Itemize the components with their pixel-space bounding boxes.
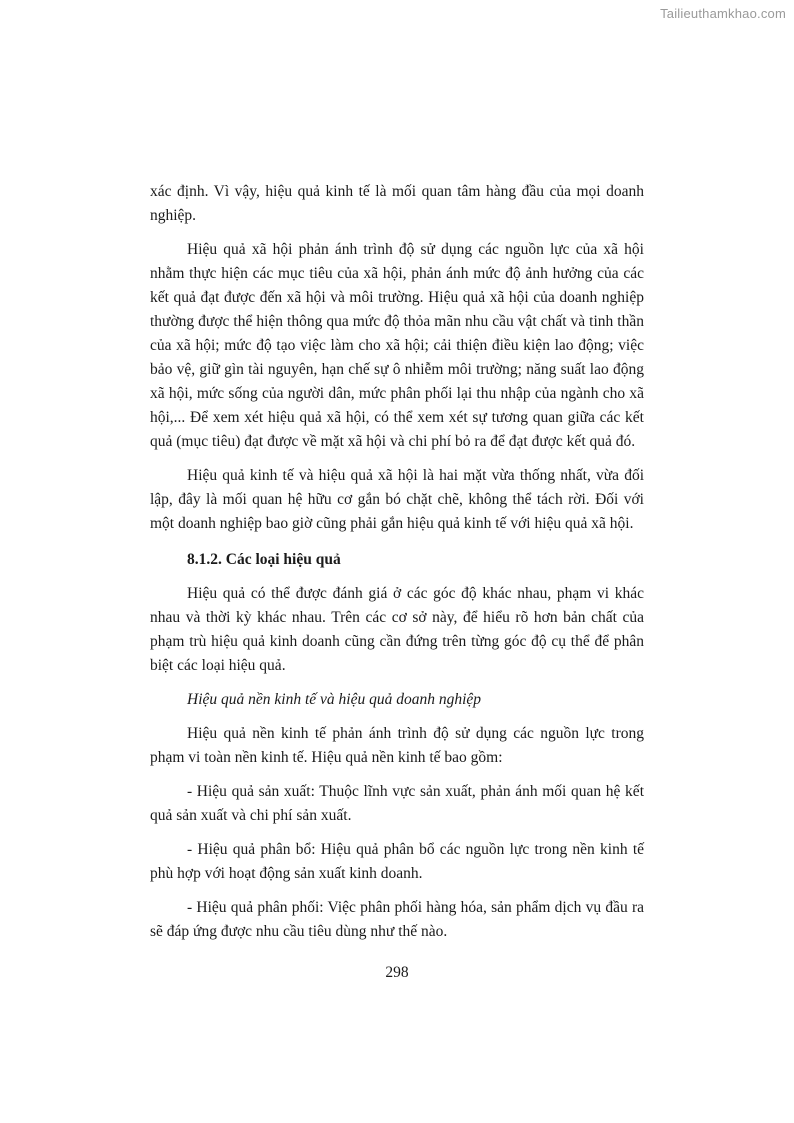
subheading-italic: Hiệu quả nền kinh tế và hiệu quả doanh nghiệp	[187, 691, 482, 708]
list-item-distribution: - Hiệu quả phân phối: Việc phân phối hàng hóa, sản phẩm dịch vụ đầu ra sẽ đáp ứng được nhu cầu tiêu dùng như thế nào.	[150, 899, 644, 940]
page-number: 298	[385, 964, 409, 981]
paragraph-efficiency-types: Hiệu quả có thể được đánh giá ở các góc độ khác nhau, phạm vi khác nhau và thời kỳ khác nhau. Trên các cơ sở này, để hiểu rõ hơn bản chất của phạm trù hiệu quả kinh doanh cũng cần đứng trên từng góc độ cụ thể để phân biệt các loại hiệu quả.	[150, 585, 644, 674]
list-item-production: - Hiệu quả sản xuất: Thuộc lĩnh vực sản xuất, phản ánh mối quan hệ kết quả sản xuất và chi phí sản xuất.	[150, 783, 644, 824]
document-body	[150, 180, 644, 954]
watermark: Tailieuthamkhao.com	[660, 6, 786, 21]
paragraph-economic-social-relation: Hiệu quả kinh tế và hiệu quả xã hội là hai mặt vừa thống nhất, vừa đối lập, đây là mối quan hệ hữu cơ gắn bó chặt chẽ, không thể tách rời. Đối với một doanh nghiệp bao giờ cũng phải gắn hiệu quả kinh tế với hiệu quả xã hội.	[150, 467, 644, 532]
paragraph-social-efficiency: Hiệu quả xã hội phản ánh trình độ sử dụng các nguồn lực của xã hội nhằm thực hiện các mục tiêu của xã hội, phản ánh mức độ ảnh hưởng của các kết quả đạt được đến xã hội và môi trường. Hiệu quả xã hội của doanh nghiệp thường được thể hiện thông qua mức độ thỏa mãn nhu cầu vật chất và tinh thần của xã hội; mức độ tạo việc làm cho xã hội; cải thiện điều kiện lao động; việc bảo vệ, giữ gìn tài nguyên, hạn chế sự ô nhiễm môi trường; năng suất lao động xã hội, mức sống của người dân, mức phân phối lại thu nhập của ngành cho xã hội,... Để xem xét hiệu quả xã hội, có thể xem xét sự tương quan giữa các kết quả (mục tiêu) đạt được về mặt xã hội và chi phí bỏ ra để đạt được kết quả đó.	[150, 241, 644, 450]
list-item-allocation: - Hiệu quả phân bổ: Hiệu quả phân bổ các nguồn lực trong nền kinh tế phù hợp với hoạt động sản xuất kinh doanh.	[150, 841, 644, 882]
section-heading: 8.1.2. Các loại hiệu quả	[187, 551, 341, 568]
paragraph-economy-efficiency: Hiệu quả nền kinh tế phản ánh trình độ sử dụng các nguồn lực trong phạm vi toàn nền kinh tế. Hiệu quả nền kinh tế bao gồm:	[150, 725, 644, 766]
paragraph-continuation: xác định. Vì vậy, hiệu quả kinh tế là mối quan tâm hàng đầu của mọi doanh nghiệp.	[150, 183, 644, 224]
